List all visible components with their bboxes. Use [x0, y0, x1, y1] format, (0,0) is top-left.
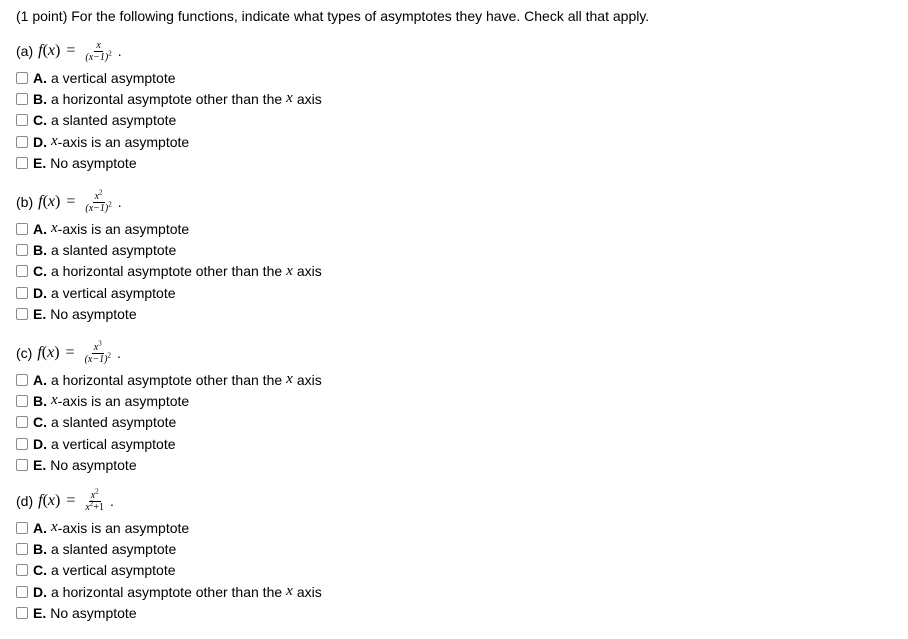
- option-text: -axis is an asymptote: [57, 392, 190, 409]
- fraction: [83, 40, 113, 63]
- function-name: f: [38, 193, 43, 210]
- checkbox[interactable]: [16, 374, 28, 386]
- option-letter: C.: [33, 414, 47, 431]
- answer-option[interactable]: [16, 303, 322, 324]
- option-text: a horizontal asymptote other than the: [51, 90, 283, 107]
- option-letter: D.: [33, 284, 47, 301]
- checkbox[interactable]: [16, 93, 28, 105]
- option-text-after: axis: [296, 583, 322, 600]
- answer-option[interactable]: [16, 110, 322, 131]
- option-text: a slanted asymptote: [51, 540, 177, 557]
- fraction-denominator: [83, 49, 113, 63]
- option-text: a vertical asymptote: [51, 284, 176, 301]
- function-line: [16, 485, 322, 517]
- option-text-after: axis: [296, 263, 322, 280]
- checkbox[interactable]: [16, 395, 28, 407]
- answer-option[interactable]: [16, 67, 322, 88]
- function-variable: x: [47, 344, 55, 361]
- option-text: a vertical asymptote: [51, 562, 176, 579]
- function-variable: x: [47, 193, 56, 210]
- checkbox[interactable]: [16, 223, 28, 235]
- answer-option[interactable]: [16, 261, 322, 282]
- answer-option[interactable]: [16, 412, 322, 433]
- checkbox[interactable]: [16, 114, 28, 126]
- option-letter: A.: [33, 519, 47, 536]
- problem-intro: (1 point) For the following functions, indicate what types of asymptotes they have. Check all that apply.: [16, 8, 650, 24]
- option-text: a slanted asymptote: [51, 414, 177, 431]
- option-letter: B.: [33, 241, 47, 258]
- checkbox[interactable]: [16, 265, 28, 277]
- variable-x: x: [286, 262, 293, 279]
- option-text: No asymptote: [50, 305, 137, 322]
- function-expression: f(x) =: [38, 492, 76, 509]
- checkbox[interactable]: [16, 522, 28, 534]
- option-text-after: axis: [296, 371, 322, 388]
- answer-option[interactable]: [16, 602, 322, 623]
- option-letter: C.: [33, 112, 47, 129]
- fraction-numerator: [93, 188, 105, 203]
- option-letter: E.: [33, 456, 47, 473]
- answer-option[interactable]: [16, 433, 322, 454]
- option-text: -axis is an asymptote: [57, 519, 190, 536]
- function-variable: x: [47, 42, 56, 59]
- answer-option[interactable]: [16, 152, 322, 173]
- fraction: [83, 188, 113, 214]
- function-name: f: [38, 42, 43, 59]
- part-label: (b): [16, 194, 34, 210]
- option-text: a vertical asymptote: [51, 69, 176, 86]
- function-expression: f(x) =: [38, 193, 76, 210]
- equals-sign: =: [65, 344, 75, 361]
- variable-x: x: [51, 133, 58, 150]
- option-letter: A.: [33, 220, 47, 237]
- option-text: -axis is an asymptote: [57, 133, 190, 150]
- checkbox[interactable]: [16, 607, 28, 619]
- checkbox[interactable]: [16, 244, 28, 256]
- checkbox[interactable]: [16, 287, 28, 299]
- function-name: f: [38, 492, 43, 509]
- answer-option[interactable]: [16, 218, 322, 239]
- checkbox[interactable]: [16, 459, 28, 471]
- option-text: No asymptote: [50, 456, 137, 473]
- function-expression: f(x) =: [38, 42, 76, 59]
- part-label: (a): [16, 43, 34, 59]
- function-name: f: [37, 344, 42, 361]
- variable-x: x: [51, 519, 58, 536]
- fraction-numerator: [92, 339, 104, 354]
- answer-option[interactable]: [16, 239, 322, 260]
- option-letter: D.: [33, 435, 47, 452]
- option-text: No asymptote: [50, 604, 137, 621]
- checkbox[interactable]: [16, 136, 28, 148]
- option-text: a horizontal asymptote other than the: [51, 371, 283, 388]
- answer-option[interactable]: [16, 581, 322, 602]
- fraction-denominator: [83, 351, 113, 365]
- fraction-numerator: [94, 40, 102, 52]
- option-letter: B.: [33, 392, 47, 409]
- denominator-exponent: 2: [108, 200, 112, 209]
- equals-sign: =: [66, 193, 76, 210]
- answer-option[interactable]: [16, 369, 322, 390]
- numerator-base: x: [96, 39, 101, 51]
- question-part: [16, 35, 322, 173]
- fraction-denominator: [83, 499, 106, 513]
- variable-x: x: [286, 371, 293, 388]
- question-part: [16, 485, 322, 623]
- checkbox[interactable]: [16, 438, 28, 450]
- denominator-base: (x−1): [84, 353, 108, 365]
- period: .: [117, 194, 122, 210]
- option-text: a horizontal asymptote other than the: [51, 583, 283, 600]
- option-letter: D.: [33, 133, 47, 150]
- function-variable: x: [47, 492, 56, 509]
- option-letter: C.: [33, 562, 47, 579]
- numerator-exponent: 2: [95, 487, 99, 496]
- checkbox[interactable]: [16, 543, 28, 555]
- checkbox[interactable]: [16, 72, 28, 84]
- part-label: (d): [16, 493, 34, 509]
- option-letter: B.: [33, 540, 47, 557]
- option-letter: E.: [33, 154, 47, 171]
- function-line: [16, 186, 322, 218]
- answer-option[interactable]: [16, 282, 322, 303]
- checkbox[interactable]: [16, 416, 28, 428]
- period: .: [116, 345, 121, 361]
- numerator-exponent: 3: [98, 339, 102, 348]
- variable-x: x: [286, 90, 293, 107]
- option-text: No asymptote: [50, 154, 137, 171]
- checkbox[interactable]: [16, 564, 28, 576]
- option-letter: A.: [33, 371, 47, 388]
- option-letter: D.: [33, 583, 47, 600]
- option-letter: C.: [33, 263, 47, 280]
- numerator-exponent: 2: [99, 188, 103, 197]
- option-letter: E.: [33, 305, 47, 322]
- variable-x: x: [51, 220, 58, 237]
- fraction: [83, 487, 106, 513]
- checkbox[interactable]: [16, 308, 28, 320]
- fraction: [83, 339, 113, 365]
- denominator-exponent: 2: [107, 351, 111, 360]
- denominator-exponent: 2: [108, 49, 112, 58]
- answer-option[interactable]: [16, 390, 322, 411]
- option-letter: B.: [33, 90, 47, 107]
- checkbox[interactable]: [16, 157, 28, 169]
- option-text: -axis is an asymptote: [57, 220, 190, 237]
- function-line: [16, 35, 322, 67]
- variable-x: x: [286, 583, 293, 600]
- numerator-base: x: [94, 190, 100, 202]
- function-expression: f(x) =: [37, 344, 75, 361]
- numerator-base: x: [90, 489, 96, 501]
- numerator-base: x: [93, 341, 99, 353]
- part-label: (c): [16, 345, 33, 361]
- answer-option[interactable]: [16, 131, 322, 152]
- checkbox[interactable]: [16, 586, 28, 598]
- option-text-after: axis: [296, 90, 322, 107]
- equals-sign: =: [66, 492, 76, 509]
- period: .: [117, 43, 122, 59]
- option-text: a vertical asymptote: [51, 435, 176, 452]
- denominator-exponent: 2: [89, 499, 94, 508]
- denominator-tail: +1: [93, 501, 104, 513]
- denominator-base: x: [85, 501, 90, 513]
- variable-x: x: [51, 392, 58, 409]
- function-line: [16, 337, 322, 369]
- option-text: a slanted asymptote: [51, 112, 177, 129]
- option-text: a slanted asymptote: [51, 241, 177, 258]
- denominator-base: (x−1): [85, 51, 109, 63]
- denominator-base: (x−1): [85, 202, 109, 214]
- question-part: [16, 337, 322, 475]
- option-letter: A.: [33, 69, 47, 86]
- fraction-denominator: [83, 200, 113, 214]
- period: .: [109, 493, 114, 509]
- option-text: a horizontal asymptote other than the: [51, 263, 283, 280]
- option-letter: E.: [33, 604, 47, 621]
- answer-option[interactable]: [16, 538, 322, 559]
- equals-sign: =: [66, 42, 76, 59]
- answer-option[interactable]: [16, 560, 322, 581]
- answer-option[interactable]: [16, 454, 322, 475]
- answer-option[interactable]: [16, 88, 322, 109]
- question-part: [16, 186, 322, 324]
- answer-option[interactable]: [16, 517, 322, 538]
